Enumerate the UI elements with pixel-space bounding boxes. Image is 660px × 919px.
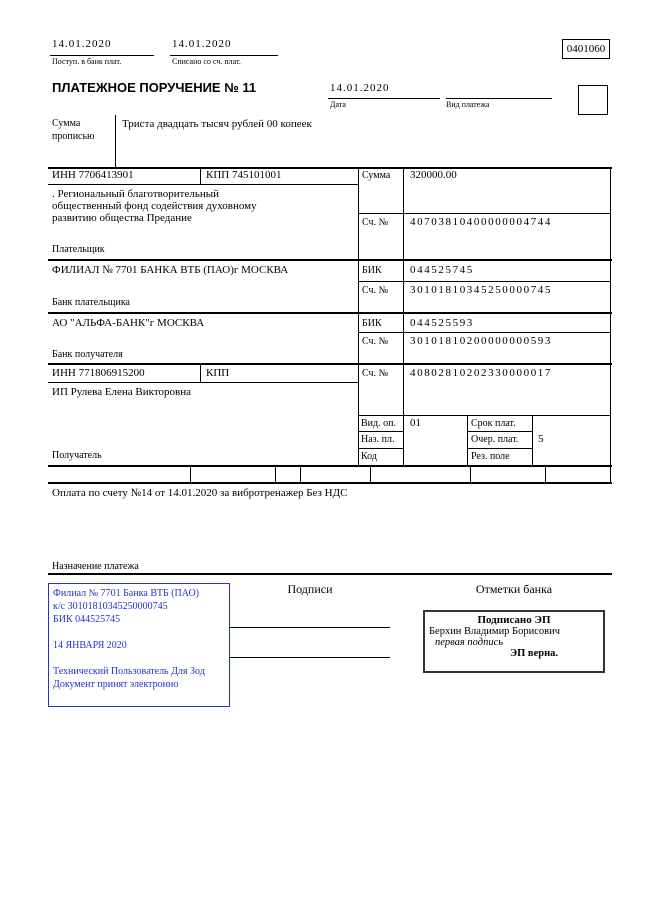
received-in-bank-label: Поступ. в банк плат. xyxy=(52,57,122,66)
table-border xyxy=(48,382,358,383)
payer-account: 40703810400000004744 xyxy=(410,216,552,228)
table-border xyxy=(358,167,359,465)
payer-inn: ИНН 7706413901 xyxy=(52,169,134,181)
table-border xyxy=(48,259,612,261)
table-border xyxy=(403,167,404,465)
payer-bank-account: 30101810345250000745 xyxy=(410,284,552,296)
table-border xyxy=(358,448,403,449)
table-border xyxy=(48,312,612,314)
table-border xyxy=(358,281,611,282)
payer-name-line: общественный фонд содействия духовному xyxy=(52,200,257,212)
op-type-value: 01 xyxy=(410,417,421,429)
table-border xyxy=(48,184,358,185)
table-border xyxy=(610,167,611,482)
esign-signature-kind: первая подпись xyxy=(435,637,504,648)
stamp-line: БИК 044525745 xyxy=(53,614,121,625)
priority-label: Очер. плат. xyxy=(471,434,519,445)
sum-value: 320000.00 xyxy=(410,169,457,181)
document-date: 14.01.2020 xyxy=(330,82,390,94)
payer-account-label: Сч. № xyxy=(362,217,389,228)
table-border xyxy=(48,363,612,365)
debited-date: 14.01.2020 xyxy=(172,38,232,50)
payer-bank-account-label: Сч. № xyxy=(362,285,389,296)
divider xyxy=(48,573,612,575)
payment-purpose-label: Назначение платежа xyxy=(52,561,139,572)
sum-label: Сумма xyxy=(362,170,391,181)
payer-bank-bik-label: БИК xyxy=(362,265,382,276)
payee-name: ИП Рулева Елена Викторовна xyxy=(52,386,191,398)
table-border xyxy=(48,465,612,467)
payer-bank-section-label: Банк плательщика xyxy=(52,297,130,308)
bank-marks-header: Отметки банка xyxy=(475,582,553,596)
payer-kpp: КПП 745101001 xyxy=(206,169,282,181)
esign-signed-title: Подписано ЭП xyxy=(477,614,551,626)
table-border xyxy=(275,466,276,482)
payee-account-label: Сч. № xyxy=(362,368,389,379)
table-border xyxy=(467,448,532,449)
stamp-line: к/с 30101810345250000745 xyxy=(53,601,168,612)
payee-kpp: КПП xyxy=(206,367,230,379)
payer-name-line: развитию общества Предание xyxy=(52,212,192,224)
payment-type-label: Вид платежа xyxy=(446,100,490,109)
date-label: Дата xyxy=(330,100,346,109)
payer-name xyxy=(52,188,352,224)
stamp-line xyxy=(53,652,225,665)
payee-bank-bik: 044525593 xyxy=(410,317,474,329)
reserve-field-label: Рез. поле xyxy=(471,451,510,462)
table-border xyxy=(545,466,546,482)
stamp-line: 14 ЯНВАРЯ 2020 xyxy=(53,640,127,651)
table-border xyxy=(358,332,611,333)
esign-stamp xyxy=(423,610,605,673)
table-border xyxy=(467,431,532,432)
table-border xyxy=(200,363,201,382)
divider xyxy=(50,55,154,56)
payee-bank-section-label: Банк получателя xyxy=(52,349,123,360)
divider xyxy=(170,55,278,56)
signature-line xyxy=(230,657,390,658)
code-label: Код xyxy=(361,451,377,462)
document-title: ПЛАТЕЖНОЕ ПОРУЧЕНИЕ № 11 xyxy=(52,80,257,95)
divider xyxy=(328,98,440,99)
amount-words-label-1: Сумма xyxy=(52,118,81,129)
amount-in-words-value: Триста двадцать тысяч рублей 00 копеек xyxy=(122,118,312,130)
table-border xyxy=(200,167,201,184)
table-border xyxy=(300,466,301,482)
payer-bank-bik: 044525745 xyxy=(410,264,474,276)
payee-bank-name: АО "АЛЬФА-БАНК"г МОСКВА xyxy=(52,317,205,329)
purpose-code-label: Наз. пл. xyxy=(361,434,395,445)
payee-section-label: Получатель xyxy=(52,450,102,461)
table-border xyxy=(358,431,403,432)
payer-section-label: Плательщик xyxy=(52,244,105,255)
debited-label: Списано со сч. плат. xyxy=(172,57,241,66)
table-border xyxy=(48,482,612,484)
bank-acceptance-stamp xyxy=(48,583,230,707)
priority-value: 5 xyxy=(538,433,544,445)
payer-bank-name: ФИЛИАЛ № 7701 БАНКА ВТБ (ПАО)г МОСКВА xyxy=(52,264,289,276)
payment-purpose-text: Оплата по счету №14 от 14.01.2020 за вибротренажер Без НДС xyxy=(52,487,348,499)
table-border xyxy=(532,415,533,465)
divider xyxy=(446,98,552,99)
table-border xyxy=(370,466,371,482)
table-border xyxy=(190,466,191,482)
op-type-label: Вид. оп. xyxy=(361,418,396,429)
esign-signer-name: Берхин Владимир Борисович xyxy=(429,626,560,637)
due-date-label: Срок плат. xyxy=(471,418,516,429)
payee-bank-bik-label: БИК xyxy=(362,318,382,329)
table-border xyxy=(467,415,468,465)
stamp-line xyxy=(53,626,225,639)
divider xyxy=(115,115,116,167)
received-in-bank-date: 14.01.2020 xyxy=(52,38,112,50)
esign-verified-text: ЭП верна. xyxy=(509,648,558,659)
table-border xyxy=(470,466,471,482)
form-code-box: 0401060 xyxy=(562,39,610,59)
signatures-header: Подписи xyxy=(287,582,333,596)
stamp-line: Технический Пользователь Для Зод xyxy=(53,666,205,677)
payee-account: 40802810202330000017 xyxy=(410,367,552,379)
payee-inn: ИНН 771806915200 xyxy=(52,367,145,379)
amount-words-label-2: прописью xyxy=(52,131,95,142)
table-border xyxy=(358,415,611,416)
payee-bank-account-label: Сч. № xyxy=(362,336,389,347)
payer-name-line: . Региональный благотворительный xyxy=(52,188,219,200)
signature-line xyxy=(230,627,390,628)
payment-type-checkbox xyxy=(578,85,608,115)
payee-bank-account: 30101810200000000593 xyxy=(410,335,552,347)
stamp-line: Документ принят электронно xyxy=(53,679,179,690)
table-border xyxy=(358,213,611,214)
stamp-line: Филиал № 7701 Банка ВТБ (ПАО) xyxy=(53,588,200,599)
